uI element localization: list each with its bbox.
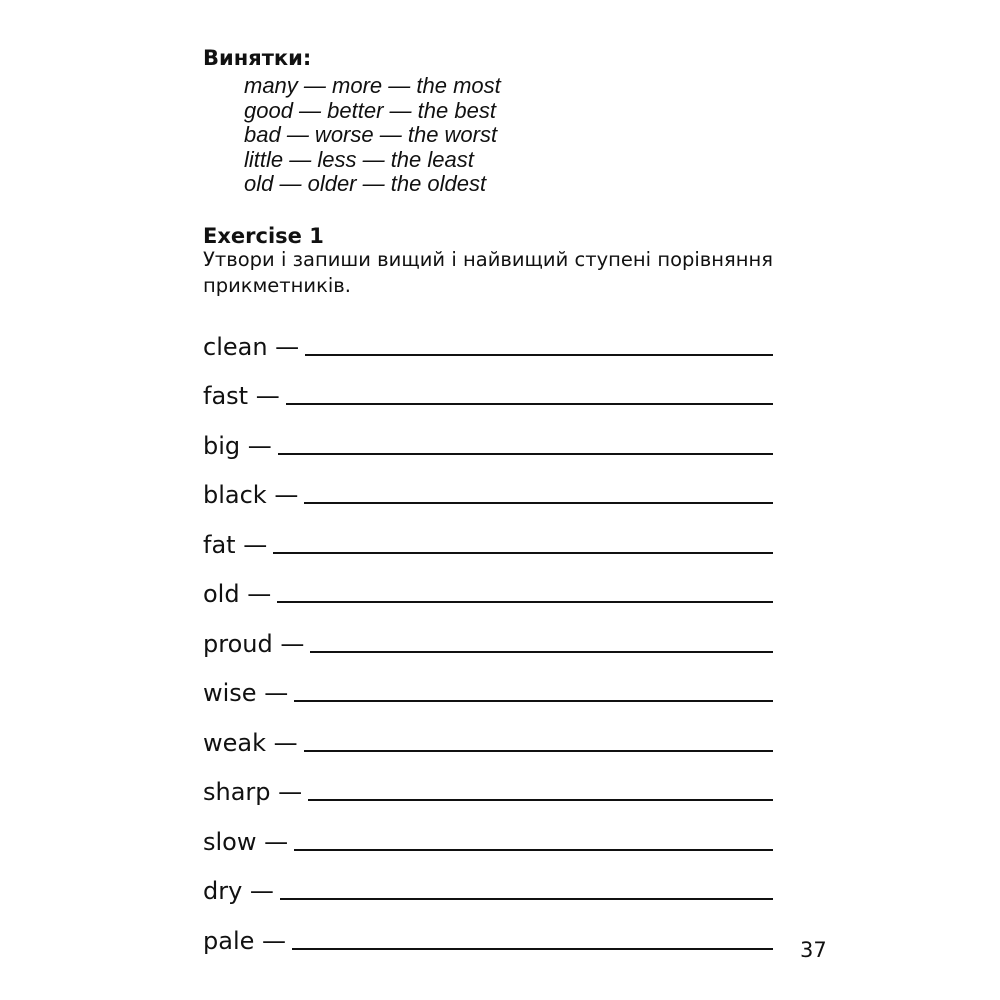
adjective-label: black — [203, 481, 299, 509]
answer-row [203, 411, 773, 461]
answer-row [203, 609, 773, 659]
answer-row [203, 461, 773, 511]
answer-blank[interactable] [280, 898, 773, 900]
answer-blank[interactable] [294, 700, 773, 702]
exception-item: many — more — the most [244, 73, 501, 98]
answer-blank[interactable] [305, 354, 773, 356]
exceptions-list [244, 74, 501, 197]
answer-row [203, 906, 773, 956]
adjective-label: pale — [203, 926, 287, 955]
answer-blank[interactable] [294, 849, 773, 851]
adjective-label: wise — [203, 679, 289, 707]
answer-row [203, 510, 773, 560]
answer-row [203, 659, 773, 709]
answer-row [203, 708, 773, 758]
answer-list [203, 312, 773, 956]
answer-blank[interactable] [310, 651, 773, 653]
exception-item: bad — worse — the worst [244, 122, 498, 147]
answer-blank[interactable] [286, 403, 773, 405]
exceptions-heading: Винятки: [203, 46, 312, 70]
exception-item: good — better — the best [244, 97, 496, 123]
adjective-label: proud — [203, 629, 305, 658]
answer-row [203, 312, 773, 362]
adjective-label: big — [203, 431, 272, 460]
adjective-label: sharp — [203, 778, 303, 806]
answer-blank[interactable] [304, 502, 773, 504]
adjective-label: slow — [203, 827, 289, 856]
exception-item: little — less — the least [244, 146, 474, 172]
adjective-label: old — [203, 580, 272, 608]
answer-blank[interactable] [277, 601, 773, 603]
answer-row [203, 857, 773, 907]
answer-row [203, 560, 773, 610]
answer-blank[interactable] [304, 750, 773, 752]
adjective-label: dry — [203, 877, 274, 905]
page-number: 37 [800, 938, 827, 962]
adjective-label: weak — [203, 728, 298, 757]
answer-blank[interactable] [278, 453, 773, 455]
exception-item: old — older — the oldest [244, 171, 487, 196]
answer-blank[interactable] [292, 948, 773, 950]
answer-blank[interactable] [273, 552, 773, 554]
answer-row [203, 758, 773, 808]
exercise-instruction: Утвори і запиши вищий і найвищий ступені порівняння прикметників. [203, 248, 773, 297]
adjective-label: fast — [203, 382, 280, 410]
adjective-label: fat — [203, 530, 268, 559]
adjective-label: clean — [203, 332, 300, 361]
answer-blank[interactable] [308, 799, 773, 801]
answer-row [203, 807, 773, 857]
exercise-title: Exercise 1 [203, 224, 324, 248]
answer-row [203, 362, 773, 412]
